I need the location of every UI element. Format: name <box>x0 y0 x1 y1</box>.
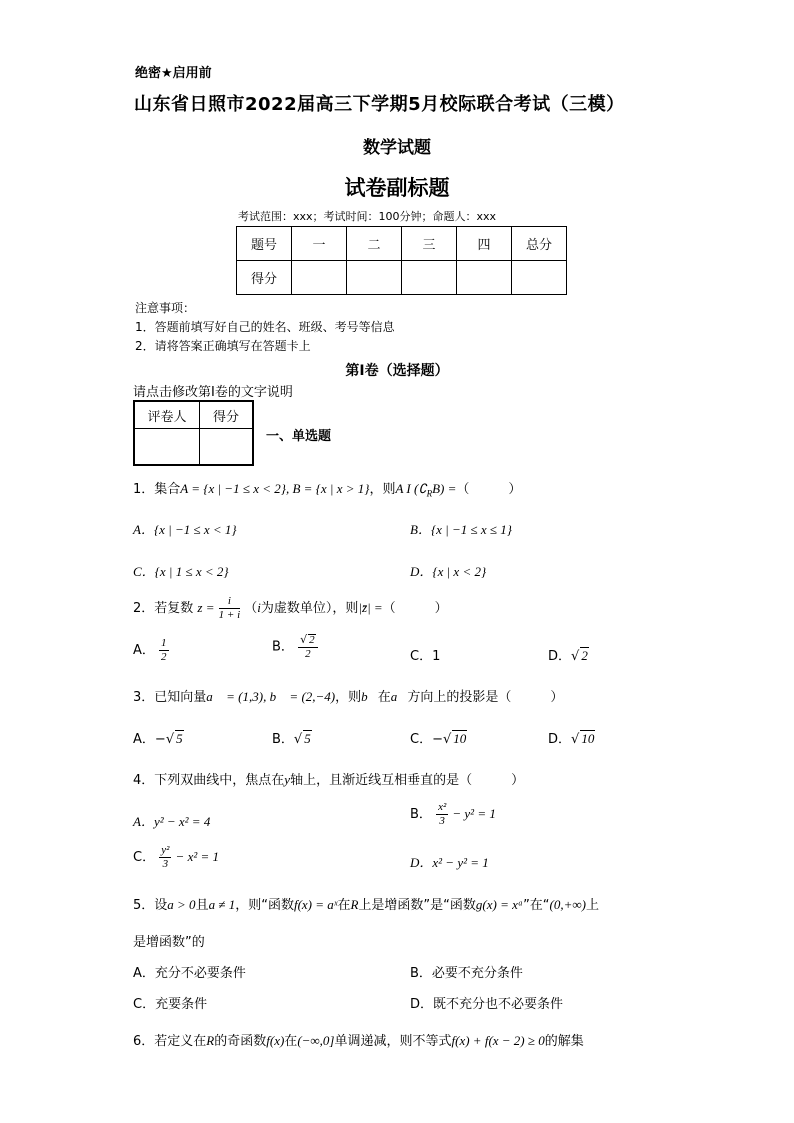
q4-option-a[interactable]: A．y² − x² = 4 <box>133 814 211 829</box>
q3-option-d[interactable]: D．√ 10 <box>548 731 595 747</box>
question-1: 1．集合A = {x | −1 ≤ x < 2}, B = {x | x > 1}，则A I $(∁_RB)$ =（ ） <box>133 481 522 499</box>
notes-title: 注意事项： <box>135 301 196 315</box>
q4-option-c[interactable]: C． $\frac{\text{y²}}{3}$ − x² = 1 <box>133 844 220 870</box>
score-cell: 一 <box>292 227 347 261</box>
score-cell <box>347 261 402 295</box>
q5-option-a[interactable]: A．充分不必要条件 <box>133 966 246 981</box>
q3-option-c[interactable]: C．−√ 10 <box>410 731 467 747</box>
score-table <box>236 226 567 295</box>
grader-cell <box>200 429 254 466</box>
score-cell <box>402 261 457 295</box>
score-cell: 得分 <box>237 261 292 295</box>
grader-header: 评卷人 <box>134 401 200 429</box>
score-cell <box>457 261 512 295</box>
score-cell: 三 <box>402 227 457 261</box>
q5-option-d[interactable]: D．既不充分也不必要条件 <box>410 997 564 1012</box>
question-5-line-2: 是增函数”的 <box>133 935 205 950</box>
question-5-line-1: 5．设a > 0且a ≠ 1，则“函数f(x) = aˣ在R上是增函数”是“函数g(x) = xᵃ”在“(0,+∞)上 <box>133 897 600 913</box>
q4-option-b[interactable]: B． $\frac{\text{x²}}{3}$ − y² = 1 <box>410 801 496 827</box>
score-cell: 总分 <box>512 227 567 261</box>
paper-subtitle: 试卷副标题 <box>344 176 450 200</box>
question-4: 4．下列双曲线中，焦点在y轴上，且渐近线互相垂直的是（ ） <box>133 772 525 788</box>
q1-option-c[interactable]: C．{x | 1 ≤ x < 2} <box>133 564 229 579</box>
score-cell: 二 <box>347 227 402 261</box>
fraction: $\frac{i}{1 + i}$ <box>218 595 241 621</box>
exam-info: 考试范围：xxx；考试时间：100分钟；命题人：xxx <box>238 210 497 223</box>
q1-option-b[interactable]: B．{x | −1 ≤ x ≤ 1} <box>410 522 512 537</box>
q2-option-c[interactable]: C．1 <box>410 649 441 664</box>
q3-option-a[interactable]: A．−√ 5 <box>133 731 183 747</box>
score-cell <box>512 261 567 295</box>
q2-option-a[interactable]: A． $\frac{1}{2}$ <box>133 637 167 663</box>
confidential-label: 绝密★启用前 <box>135 66 212 81</box>
note-item: 1．答题前填写好自己的姓名、班级、考号等信息 <box>135 320 395 334</box>
q4-option-d[interactable]: D．x² − y² = 1 <box>410 855 489 870</box>
q3-option-b[interactable]: B．√ 5 <box>272 731 311 747</box>
grader-header: 得分 <box>200 401 254 429</box>
score-cell: 四 <box>457 227 512 261</box>
section-note: 请点击修改第I卷的文字说明 <box>133 385 293 400</box>
score-table-header-row <box>237 227 567 261</box>
q2-option-b[interactable]: B． $\frac{√ 2}{2}$ <box>272 634 318 660</box>
notes <box>135 299 395 356</box>
q5-option-b[interactable]: B．必要不充分条件 <box>410 966 523 981</box>
exam-title: 山东省日照市2022届高三下学期5月校际联合考试（三模） <box>134 94 625 115</box>
question-3: 3．已知向量a⃗ = (1,3), b⃗ = (2,−4)，则b⃗在a⃗方向上的投影是（ ） <box>133 689 564 705</box>
score-cell: 题号 <box>237 227 292 261</box>
q5-option-c[interactable]: C．充要条件 <box>133 997 208 1012</box>
score-cell <box>292 261 347 295</box>
grader-table <box>133 400 254 466</box>
q2-option-d[interactable]: D．√ 2 <box>548 648 588 664</box>
part-title: 一、单选题 <box>266 429 332 444</box>
note-item: 2．请将答案正确填写在答题卡上 <box>135 339 311 353</box>
q1-option-a[interactable]: A．{x | −1 ≤ x < 1} <box>133 522 237 537</box>
section-heading: 第I卷（选择题） <box>345 363 449 379</box>
question-2: 2．若复数 z = $\frac{i}{1 + i}$ （i为虚数单位），则|z̄| =（ ） <box>133 595 448 621</box>
subject-title: 数学试题 <box>363 138 431 158</box>
question-6: 6．若定义在R的奇函数f(x)在(−∞,0]单调递减，则不等式f(x) + f(x − 2) ≥ 0的解集 <box>133 1033 584 1049</box>
grader-cell <box>134 429 200 466</box>
q1-option-d[interactable]: D．{x | x < 2} <box>410 564 487 579</box>
score-table-score-row <box>237 261 567 295</box>
